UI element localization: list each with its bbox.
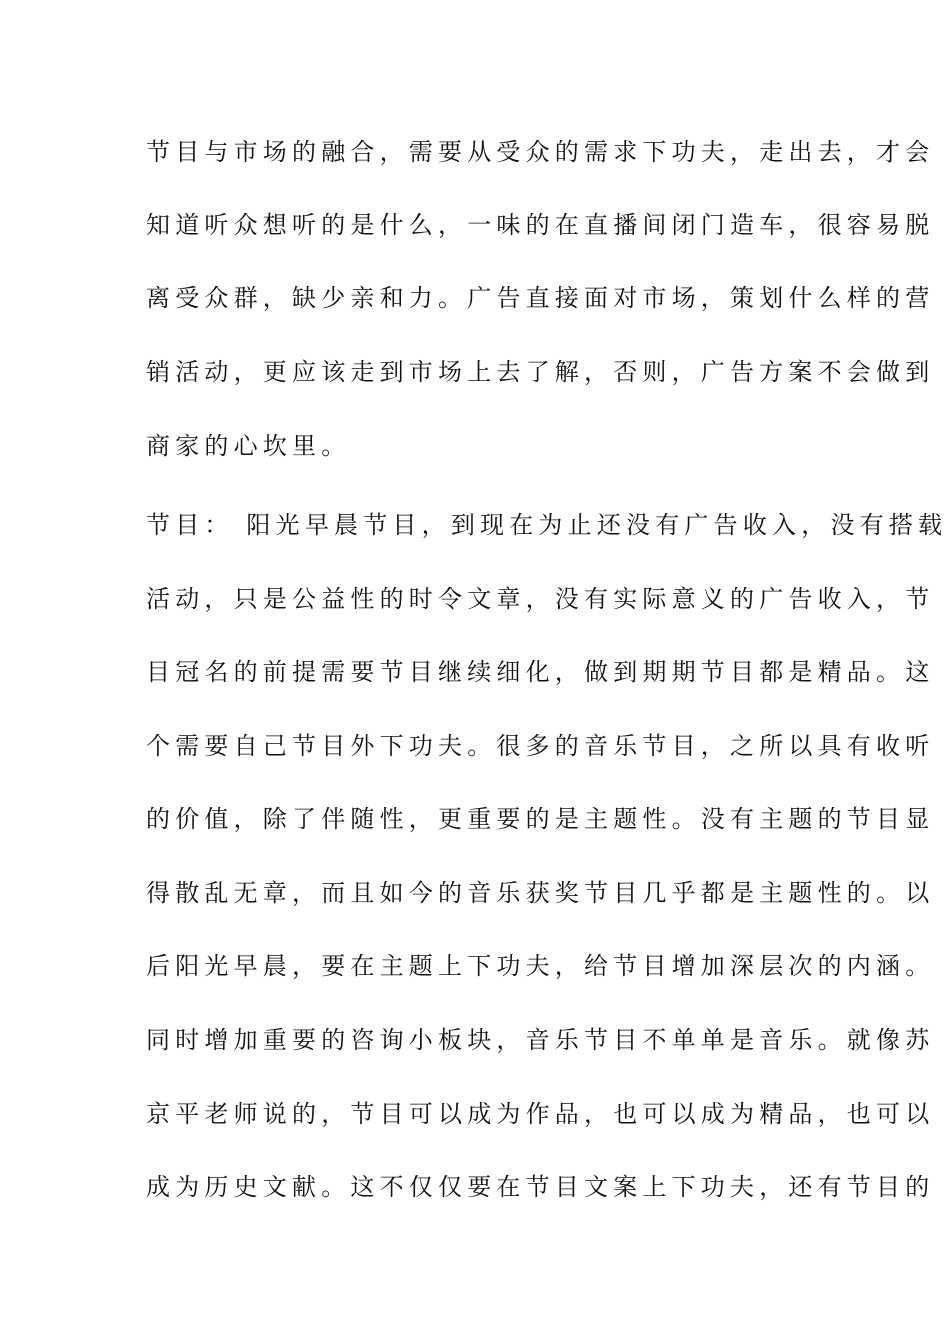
text-line: 得散乱无章，而且如今的音乐获奖节目几乎都是主题性的。以 <box>146 879 935 907</box>
text-line: 知道听众想听的是什么，一味的在直播间闭门造车，很容易脱 <box>146 211 935 239</box>
text-line: 离受众群，缺少亲和力。广告直接面对市场，策划什么样的营 <box>146 284 935 312</box>
text-line: 的价值，除了伴随性，更重要的是主题性。没有主题的节目显 <box>146 805 935 833</box>
text-line: 京平老师说的，节目可以成为作品，也可以成为精品，也可以 <box>146 1100 935 1128</box>
text-line: 商家的心坎里。 <box>146 432 351 460</box>
text-line: 节目： 阳光早晨节目，到现在为止还没有广告收入，没有搭载 <box>146 511 948 539</box>
text-line: 个需要自己节目外下功夫。很多的音乐节目，之所以具有收听 <box>146 732 935 760</box>
text-line: 目冠名的前提需要节目继续细化，做到期期节目都是精品。这 <box>146 658 935 686</box>
text-line: 节目与市场的融合，需要从受众的需求下功夫，走出去，才会 <box>146 138 935 166</box>
text-line: 同时增加重要的咨询小板块，音乐节目不单单是音乐。就像苏 <box>146 1026 935 1054</box>
text-line: 销活动，更应该走到市场上去了解，否则，广告方案不会做到 <box>146 358 935 386</box>
text-line: 后阳光早晨，要在主题上下功夫，给节目增加深层次的内涵。 <box>146 952 935 980</box>
text-line: 活动，只是公益性的时令文章，没有实际意义的广告收入，节 <box>146 585 935 613</box>
text-line: 成为历史文献。这不仅仅要在节目文案上下功夫，还有节目的 <box>146 1173 935 1201</box>
